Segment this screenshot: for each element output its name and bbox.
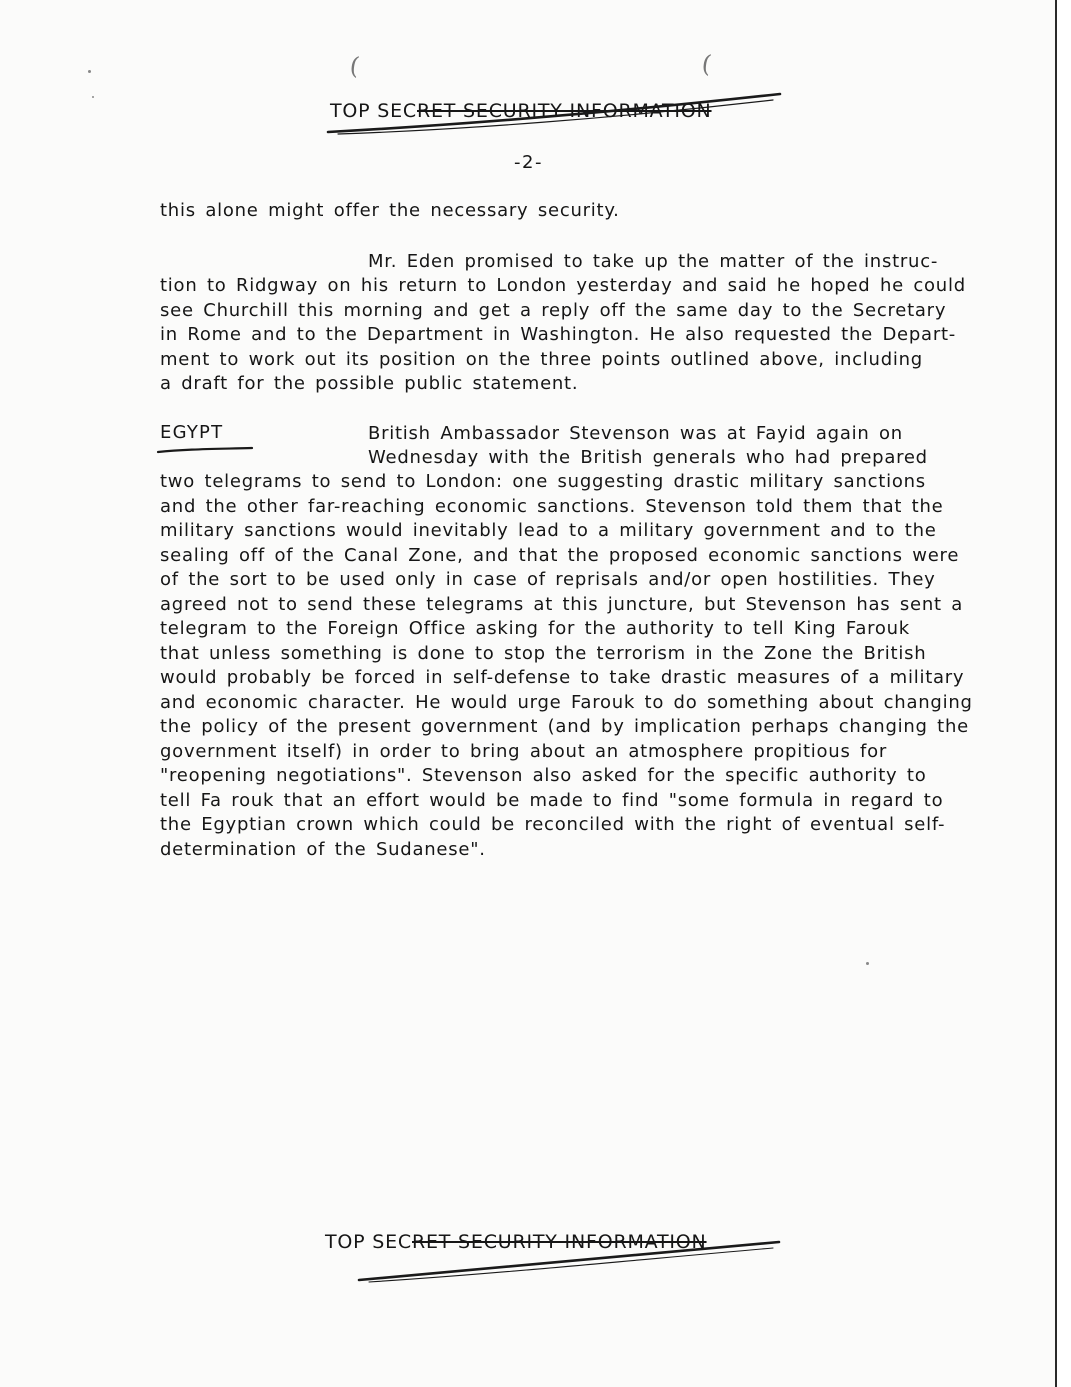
stray-mark-left: ( (348, 51, 362, 81)
egypt-line: and economic character. He would urge Farouk to do something about changing (160, 692, 973, 713)
intro-line: this alone might offer the necessary security. (160, 200, 620, 221)
eden-line: ment to work out its position on the three points outlined above, including (160, 349, 923, 370)
egypt-line: two telegrams to send to London: one suggesting drastic military sanctions (160, 471, 926, 492)
classification-plain: TOP SEC (325, 1231, 412, 1253)
egypt-line: sealing off of the Canal Zone, and that the proposed economic sanctions were (160, 545, 960, 566)
eden-line: Mr. Eden promised to take up the matter of the instruc- (368, 251, 939, 272)
eden-line: a draft for the possible public statement. (160, 373, 579, 394)
egypt-line: and the other far-reaching economic sanctions. Stevenson told them that the (160, 496, 944, 517)
page-margin (1057, 0, 1071, 1387)
egypt-line: military sanctions would inevitably lead to a military government and to the (160, 520, 937, 541)
egypt-line: would probably be forced in self-defense to take drastic measures of a military (160, 667, 965, 688)
egypt-line: of the sort to be used only in case of reprisals and/or open hostilities. They (160, 569, 936, 590)
speck (88, 70, 91, 73)
page-number: -2- (514, 152, 543, 173)
heading-underline (156, 444, 256, 458)
section-heading-egypt: EGYPT (160, 422, 224, 443)
egypt-line: the policy of the present government (and by implication perhaps changing the (160, 716, 969, 737)
handwritten-swoosh-bottom (355, 1238, 785, 1288)
classification-struck: RET SECURITY INFORMATION (417, 100, 712, 122)
handwritten-swoosh-top (318, 92, 788, 142)
speck (866, 962, 869, 965)
classification-plain: TOP SEC (330, 100, 417, 122)
egypt-line: agreed not to send these telegrams at this juncture, but Stevenson has sent a (160, 594, 964, 615)
egypt-line: telegram to the Foreign Office asking for the authority to tell King Farouk (160, 618, 910, 639)
egypt-line: determination of the Sudanese". (160, 839, 486, 860)
egypt-line: British Ambassador Stevenson was at Fayid again on (368, 423, 903, 444)
egypt-line: government itself) in order to bring about an atmosphere propitious for (160, 741, 888, 762)
egypt-line: "reopening negotiations". Stevenson also asked for the specific authority to (160, 765, 927, 786)
stray-mark-right: ( (700, 49, 714, 79)
eden-line: tion to Ridgway on his return to London yesterday and said he hoped he could (160, 275, 966, 296)
classification-struck: RET SECURITY INFORMATION (412, 1231, 707, 1253)
egypt-line: that unless something is done to stop the terrorism in the Zone the British (160, 643, 927, 664)
speck (92, 96, 94, 98)
egypt-line: Wednesday with the British generals who had prepared (368, 447, 928, 468)
eden-line: see Churchill this morning and get a reply off the same day to the Secretary (160, 300, 947, 321)
eden-line: in Rome and to the Department in Washington. He also requested the Depart- (160, 324, 957, 345)
egypt-line: tell Fa rouk that an effort would be made to find "some formula in regard to (160, 790, 944, 811)
egypt-line: the Egyptian crown which could be reconciled with the right of eventual self- (160, 814, 946, 835)
